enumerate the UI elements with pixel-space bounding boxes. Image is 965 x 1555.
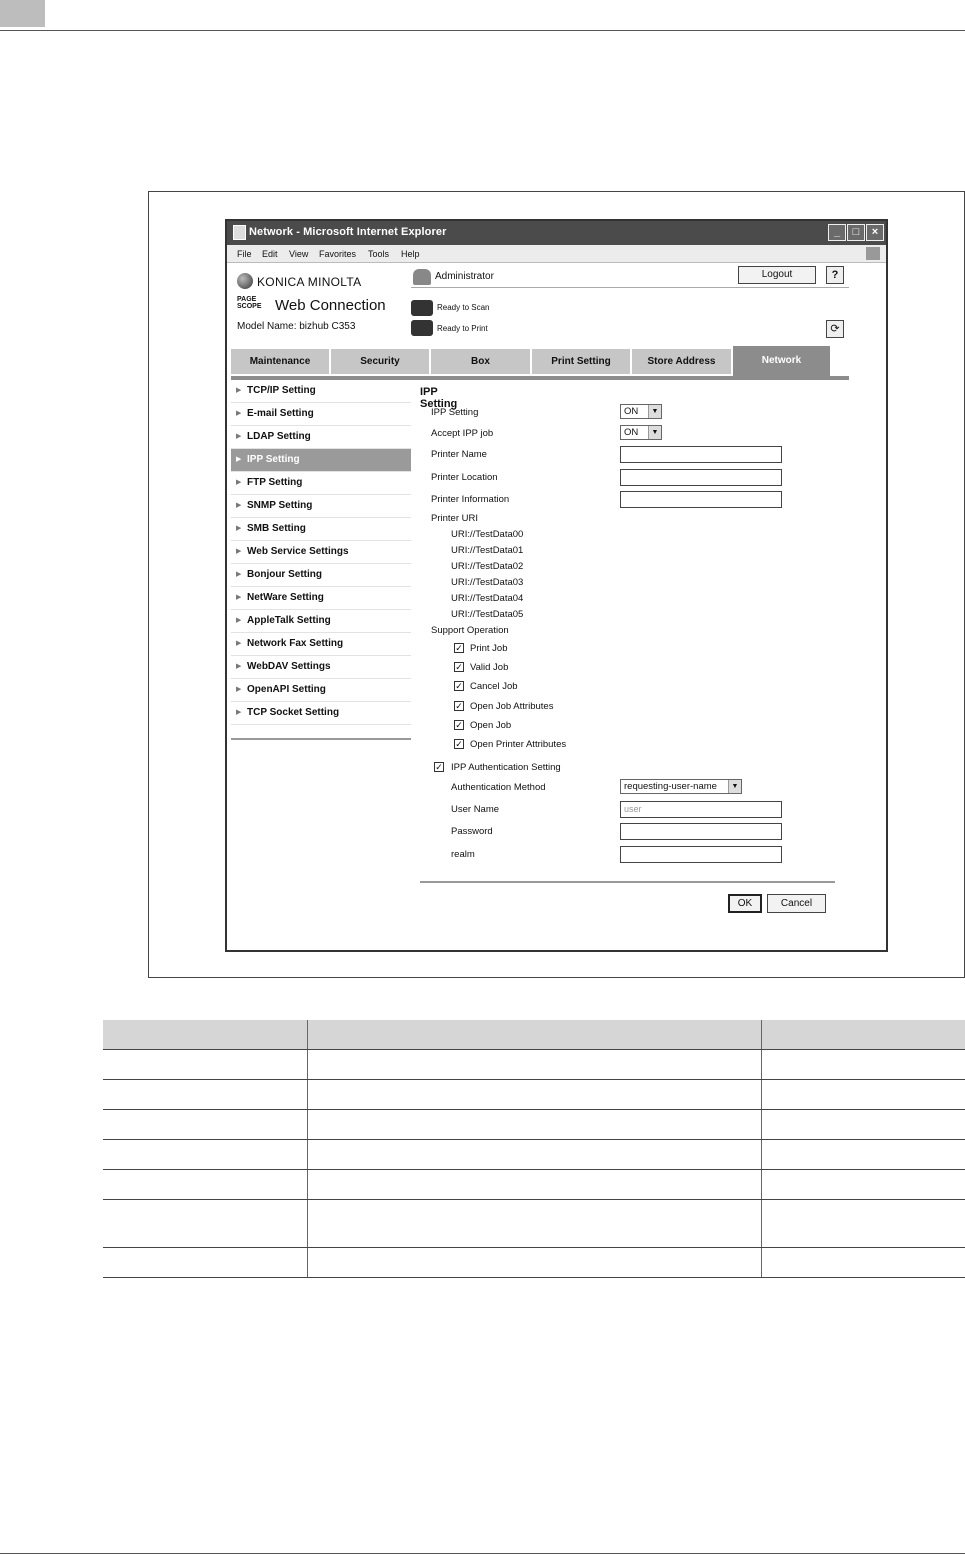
menu-bar [227, 245, 886, 263]
table-row [103, 1247, 965, 1277]
table-cell [307, 1079, 761, 1109]
table-cell [307, 1247, 761, 1277]
form-heading: IPP Setting [420, 386, 458, 410]
menu-view[interactable]: View [289, 249, 309, 259]
arrow-icon: ▶ [236, 525, 242, 532]
table-cell [307, 1109, 761, 1139]
ipp-authentication-checkbox[interactable]: ✓ [435, 762, 443, 772]
printer-name-label: Printer Name [431, 449, 487, 460]
accept-ipp-label: Accept IPP job [431, 428, 494, 439]
uri-value: URI://TestData00 [451, 529, 524, 540]
support-operation-label: Support Operation [431, 625, 509, 636]
sidebar-item-label: SMB Setting [247, 523, 306, 534]
ipp-authentication-label: IPP Authentication Setting [451, 762, 561, 773]
chevron-down-icon: ▼ [728, 780, 741, 793]
sidebar-item-label: SNMP Setting [247, 500, 313, 511]
printer-information-input[interactable] [620, 491, 782, 508]
accept-ipp-value: ON [624, 427, 639, 438]
sidebar-item-network-fax[interactable] [231, 633, 411, 656]
arrow-icon: ▶ [236, 410, 242, 417]
sidebar-item-bonjour[interactable] [231, 564, 411, 587]
sidebar-item-tcp-socket[interactable] [231, 702, 411, 725]
window-title: Network - Microsoft Internet Explorer [249, 226, 447, 238]
tab-maintenance[interactable]: Maintenance [231, 349, 330, 374]
arrow-icon: ▶ [236, 387, 242, 394]
open-printer-attributes-label: Open Printer Attributes [470, 739, 567, 750]
auth-method-label: Authentication Method [451, 782, 546, 793]
printer-icon [411, 320, 433, 336]
table-row [103, 1169, 965, 1199]
ok-button[interactable]: OK [728, 894, 762, 913]
ie-icon [233, 225, 246, 240]
menu-favorites[interactable]: Favorites [319, 249, 357, 259]
printer-information-label: Printer Information [431, 494, 510, 505]
sidebar-item-appletalk[interactable] [231, 610, 411, 633]
table-cell [103, 1199, 307, 1247]
table-row [103, 1139, 965, 1169]
open-job-label: Open Job [470, 720, 512, 731]
product-text: Web Connection [275, 297, 386, 314]
model-name: Model Name: bizhub C353 [237, 321, 356, 332]
uri-value: URI://TestData04 [451, 593, 524, 604]
table-cell [761, 1049, 965, 1079]
ipp-setting-value: ON [624, 406, 639, 417]
table-cell [761, 1247, 965, 1277]
printer-uri-label: Printer URI [431, 513, 478, 524]
sidebar-item-webdav[interactable] [231, 656, 411, 679]
chevron-down-icon: ▼ [648, 426, 661, 439]
uri-value: URI://TestData02 [451, 561, 524, 572]
sidebar-item-web-service[interactable] [231, 541, 411, 564]
browser-window [225, 219, 888, 952]
header-divider [411, 287, 849, 288]
cancel-button[interactable]: Cancel [767, 894, 826, 913]
sidebar-item-smb[interactable] [231, 518, 411, 541]
uri-value: URI://TestData05 [451, 609, 524, 620]
table-header-row [103, 1020, 965, 1049]
printer-location-label: Printer Location [431, 472, 498, 483]
auth-method-select[interactable] [620, 779, 742, 794]
table-cell [103, 1049, 307, 1079]
sidebar-item-label: NetWare Setting [247, 592, 324, 603]
sidebar-item-label: IPP Setting [247, 454, 300, 465]
realm-input[interactable] [620, 846, 782, 863]
windows-flag-icon [866, 247, 880, 260]
web-connection-logo [237, 296, 386, 314]
tab-bar [231, 346, 849, 376]
print-status: Ready to Print [437, 324, 488, 333]
sidebar-item-openapi[interactable] [231, 679, 411, 702]
page-corner-tab [0, 0, 45, 27]
sidebar-item-snmp[interactable] [231, 495, 411, 518]
sidebar-item-label: TCP Socket Setting [247, 707, 340, 718]
print-job-checkbox[interactable]: ✓ [455, 643, 463, 653]
password-input[interactable] [620, 823, 782, 840]
open-printer-attributes-checkbox[interactable]: ✓ [455, 739, 463, 749]
open-job-attributes-label: Open Job Attributes [470, 701, 554, 712]
sidebar-item-ipp[interactable] [231, 449, 411, 472]
sidebar-item-label: FTP Setting [247, 477, 303, 488]
sidebar-item-tcpip[interactable] [231, 380, 411, 403]
arrow-icon: ▶ [236, 594, 242, 601]
table-cell [307, 1139, 761, 1169]
arrow-icon: ▶ [236, 571, 242, 578]
table-cell [103, 1169, 307, 1199]
table-cell [307, 1199, 761, 1247]
help-button[interactable]: ? [826, 266, 844, 284]
print-job-label: Print Job [470, 643, 508, 654]
table-header-cell [761, 1020, 965, 1049]
menu-tools[interactable]: Tools [368, 249, 390, 259]
table-cell [307, 1169, 761, 1199]
arrow-icon: ▶ [236, 686, 242, 693]
open-job-attributes-checkbox[interactable]: ✓ [455, 701, 463, 711]
table-cell [761, 1139, 965, 1169]
table-row [103, 1079, 965, 1109]
table-cell [761, 1169, 965, 1199]
open-job-checkbox[interactable]: ✓ [455, 720, 463, 730]
table-cell [761, 1199, 965, 1247]
table-cell [761, 1079, 965, 1109]
globe-icon [237, 273, 253, 289]
arrow-icon: ▶ [236, 617, 242, 624]
page-footer-rule [0, 1553, 965, 1554]
refresh-button[interactable]: ⟳ [826, 320, 844, 338]
tab-network[interactable]: Network [733, 346, 831, 376]
ipp-setting-select[interactable] [620, 404, 662, 419]
menu-edit[interactable]: Edit [262, 249, 278, 259]
sidebar-item-label: TCP/IP Setting [247, 385, 316, 396]
sidebar-item-label: E-mail Setting [247, 408, 314, 419]
sidebar-item-label: Bonjour Setting [247, 569, 322, 580]
form-divider [420, 881, 835, 883]
administrator-icon [413, 269, 431, 285]
sidebar-item-label: WebDAV Settings [247, 661, 331, 672]
sidebar-item-ftp[interactable] [231, 472, 411, 495]
menu-help[interactable]: Help [401, 249, 420, 259]
logout-button[interactable]: Logout [738, 266, 816, 284]
table-cell [761, 1109, 965, 1139]
password-label: Password [451, 826, 493, 837]
sidebar-item-label: LDAP Setting [247, 431, 311, 442]
user-name-label: User Name [451, 804, 500, 815]
uri-value: URI://TestData01 [451, 545, 524, 556]
tab-security[interactable]: Security [331, 349, 430, 374]
sidebar-item-netware[interactable] [231, 587, 411, 610]
arrow-icon: ▶ [236, 640, 242, 647]
arrow-icon: ▶ [236, 433, 242, 440]
chevron-down-icon: ▼ [648, 405, 661, 418]
printer-location-input[interactable] [620, 469, 782, 486]
page-header-rule [0, 30, 965, 31]
table-cell [103, 1109, 307, 1139]
table-row [103, 1049, 965, 1079]
realm-label: realm [451, 849, 475, 860]
sidebar-item-label: OpenAPI Setting [247, 684, 326, 695]
tab-box[interactable]: Box [431, 349, 531, 374]
valid-job-checkbox[interactable]: ✓ [455, 662, 463, 672]
menu-file[interactable]: File [237, 249, 252, 259]
scan-status: Ready to Scan [437, 303, 490, 312]
user-label: Administrator [435, 271, 494, 282]
table-cell [103, 1139, 307, 1169]
accept-ipp-select[interactable] [620, 425, 662, 440]
table-row [103, 1109, 965, 1139]
ipp-setting-label: IPP Setting [431, 407, 479, 418]
tab-store-address[interactable]: Store Address [632, 349, 732, 374]
maximize-button[interactable]: □ [847, 224, 865, 241]
title-bar [227, 221, 886, 245]
arrow-icon: ▶ [236, 502, 242, 509]
sidebar-item-label: Web Service Settings [247, 546, 349, 557]
tab-print-setting[interactable]: Print Setting [532, 349, 631, 374]
sidebar-item-label: Network Fax Setting [247, 638, 344, 649]
table-header-cell [307, 1020, 761, 1049]
printer-name-input[interactable] [620, 446, 782, 463]
scanner-icon [411, 300, 433, 316]
reference-table [103, 1020, 965, 1278]
minimize-button[interactable]: _ [828, 224, 846, 241]
user-name-input[interactable]: user [620, 801, 782, 818]
valid-job-label: Valid Job [470, 662, 509, 673]
sidebar-item-email[interactable] [231, 403, 411, 426]
table-header-cell [103, 1020, 307, 1049]
arrow-icon: ▶ [236, 709, 242, 716]
sidebar [231, 380, 411, 725]
cancel-job-checkbox[interactable]: ✓ [455, 681, 463, 691]
auth-method-value: requesting-user-name [624, 781, 717, 792]
brand-text: KONICA MINOLTA [257, 275, 362, 289]
table-cell [103, 1079, 307, 1109]
sidebar-item-ldap[interactable] [231, 426, 411, 449]
table-cell [307, 1049, 761, 1079]
arrow-icon: ▶ [236, 479, 242, 486]
table-cell [103, 1247, 307, 1277]
close-button[interactable]: × [866, 224, 884, 241]
sidebar-divider [231, 738, 411, 740]
arrow-icon: ▶ [236, 663, 242, 670]
uri-value: URI://TestData03 [451, 577, 524, 588]
arrow-icon: ▶ [236, 456, 242, 463]
sidebar-item-label: AppleTalk Setting [247, 615, 331, 626]
cancel-job-label: Cancel Job [470, 681, 518, 692]
konica-minolta-logo [237, 273, 361, 289]
arrow-icon: ▶ [236, 548, 242, 555]
pagescope-mark: PAGE SCOPE [237, 296, 262, 310]
table-row [103, 1199, 965, 1247]
